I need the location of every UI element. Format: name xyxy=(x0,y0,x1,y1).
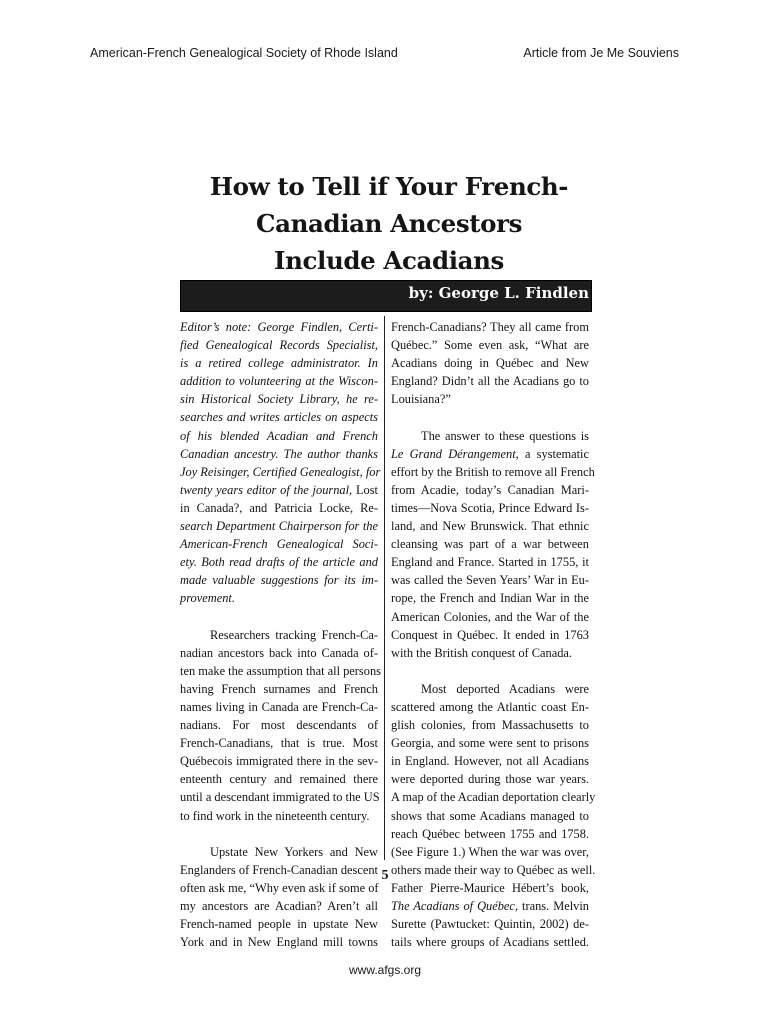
title-line: How to Tell if Your French- xyxy=(209,172,569,201)
text-line: Québecois immigrated there in the sev- xyxy=(180,754,378,769)
paragraph xyxy=(391,427,595,662)
text-line: my ancestors are Acadian? Aren’t all xyxy=(180,899,378,913)
text-line: sin Historical Society Library, he re- xyxy=(180,392,378,407)
text-line: tails where groups of Acadians settled. xyxy=(391,935,589,950)
paragraph xyxy=(391,318,589,408)
text-line: England? Didn’t all the Acadians go to xyxy=(391,374,589,389)
text-segment: , trans. Melvin xyxy=(514,899,589,913)
text-line: Researchers tracking French-Ca- xyxy=(210,627,378,642)
title-line: Include Acadians xyxy=(274,246,504,275)
text-line: Most deported Acadians were xyxy=(421,681,589,696)
text-line xyxy=(180,481,378,499)
left-column xyxy=(180,318,381,951)
text-line: A map of the Acadian deportation clearly xyxy=(391,790,596,805)
editor-note xyxy=(180,318,381,608)
text-line: fied Genealogical Records Specialist, xyxy=(180,338,378,353)
text-line: was called the Seven Years’ War in Eu- xyxy=(391,573,589,588)
text-line: The answer to these questions is xyxy=(421,428,589,443)
byline-bar xyxy=(180,280,592,312)
column-divider xyxy=(384,316,385,860)
paragraph xyxy=(391,680,596,951)
text-line: rope, the French and Indian War in the xyxy=(391,591,589,606)
text-line: land, and New Brunswick. That ethnic xyxy=(391,519,589,534)
text-line xyxy=(391,445,589,463)
text-line: American Colonies, and the War of the xyxy=(391,609,589,624)
text-line: French-named people in upstate New xyxy=(180,917,378,932)
text-line: (See Figure 1.) When the war was over, xyxy=(391,844,589,859)
text-line: ety. Both read drafts of the article and xyxy=(180,555,378,570)
text-line xyxy=(180,499,378,517)
text-line: names living in Canada are French-Ca- xyxy=(180,699,378,714)
text-segment: twenty years editor of the journal, xyxy=(180,482,353,497)
text-line: Surette (Pawtucket: Quintin, 2002) de- xyxy=(391,917,589,932)
text-line: enteenth century and remained there xyxy=(180,772,378,787)
text-line: Louisiana?” xyxy=(391,392,451,407)
text-line: Editor’s note: George Findlen, Certi- xyxy=(180,320,378,334)
paragraph xyxy=(180,843,378,952)
text-line: American-French Genealogical Soci- xyxy=(180,537,378,552)
title-line: Canadian Ancestors xyxy=(256,209,522,238)
text-line: Upstate New Yorkers and New xyxy=(210,844,378,859)
text-line: having French surnames and French xyxy=(180,681,378,696)
text-line: in England. However, not all Acadians xyxy=(391,754,589,769)
text-line: York and in New England mill towns xyxy=(180,935,378,950)
text-line: provement. xyxy=(180,591,235,606)
text-line: reach Québec between 1755 and 1758. xyxy=(391,826,589,841)
text-line: nadians. For most descendants of xyxy=(180,718,378,733)
text-line: is a retired college administrator. In xyxy=(180,356,378,371)
text-line: search Department Chairperson for the xyxy=(180,519,378,534)
paragraph xyxy=(180,626,381,825)
text-line: were deported during those war years. xyxy=(391,772,589,787)
text-line: times—Nova Scotia, Prince Edward Is- xyxy=(391,500,589,515)
text-line: scattered among the Atlantic coast En- xyxy=(391,699,589,714)
text-line: England and France. Started in 1755, it xyxy=(391,555,589,570)
text-line: shows that some Acadians managed to xyxy=(391,808,589,823)
journal-name: Lost xyxy=(355,482,378,497)
header-article-source: Article from Je Me Souviens xyxy=(523,46,679,60)
text-line: Father Pierre-Maurice Hébert’s book, xyxy=(391,880,589,895)
text-line: from Acadie, today’s Canadian Mari- xyxy=(391,482,589,497)
italic-term: Le Grand Dérangement xyxy=(391,446,516,461)
text-line: with the British conquest of Canada. xyxy=(391,645,573,660)
text-line: Acadians doing in Québec and New xyxy=(391,356,589,371)
text-line: glish colonies, from Massachusetts to xyxy=(391,718,589,733)
header-society-name: American-French Genealogical Society of Rhode Island xyxy=(90,46,398,60)
text-line: Canadian ancestry. The author thanks xyxy=(180,446,378,461)
text-segment: in Canada?, and Patricia Locke, Re- xyxy=(180,500,378,515)
text-line: Englanders of French-Canadian descent xyxy=(180,862,378,877)
text-line: made valuable suggestions for its im- xyxy=(180,573,378,588)
text-line: French-Canadians, that is true. Most xyxy=(180,736,378,751)
text-line: French-Canadians? They all came from xyxy=(391,320,589,334)
text-line: addition to volunteering at the Wiscon- xyxy=(180,374,378,389)
byline: by: George L. Findlen xyxy=(408,284,589,302)
text-line: until a descendant immigrated to the US xyxy=(180,790,380,805)
text-line: Joy Reisinger, Certified Genealogist, for xyxy=(180,464,381,479)
text-line: of his blended Acadian and French xyxy=(180,428,378,443)
text-line: nadian ancestors back into Canada of- xyxy=(180,645,378,660)
text-line: Conquest in Québec. It ended in 1763 xyxy=(391,627,589,642)
text-line: Québec.” Some even ask, “What are xyxy=(391,338,589,353)
page-number: 5 xyxy=(381,868,389,883)
text-line: often ask me, “Why even ask if some of xyxy=(180,880,379,895)
text-line: effort by the British to remove all French xyxy=(391,464,595,479)
text-line xyxy=(391,897,589,915)
text-line: to find work in the nineteenth century. xyxy=(180,808,370,823)
text-segment: , a systematic xyxy=(515,446,589,461)
text-line: others made their way to Québec as well. xyxy=(391,862,596,877)
text-line: Georgia, and some were sent to prisons xyxy=(391,736,589,751)
article-title xyxy=(170,168,608,279)
footer-url: www.afgs.org xyxy=(348,963,422,977)
text-line: searches and writes articles on aspects xyxy=(180,410,378,425)
book-title: The Acadians of Québec xyxy=(391,899,515,913)
right-column xyxy=(391,318,596,951)
text-line: cleansing was part of a war between xyxy=(391,537,589,552)
text-line: ten make the assumption that all persons xyxy=(180,663,381,678)
